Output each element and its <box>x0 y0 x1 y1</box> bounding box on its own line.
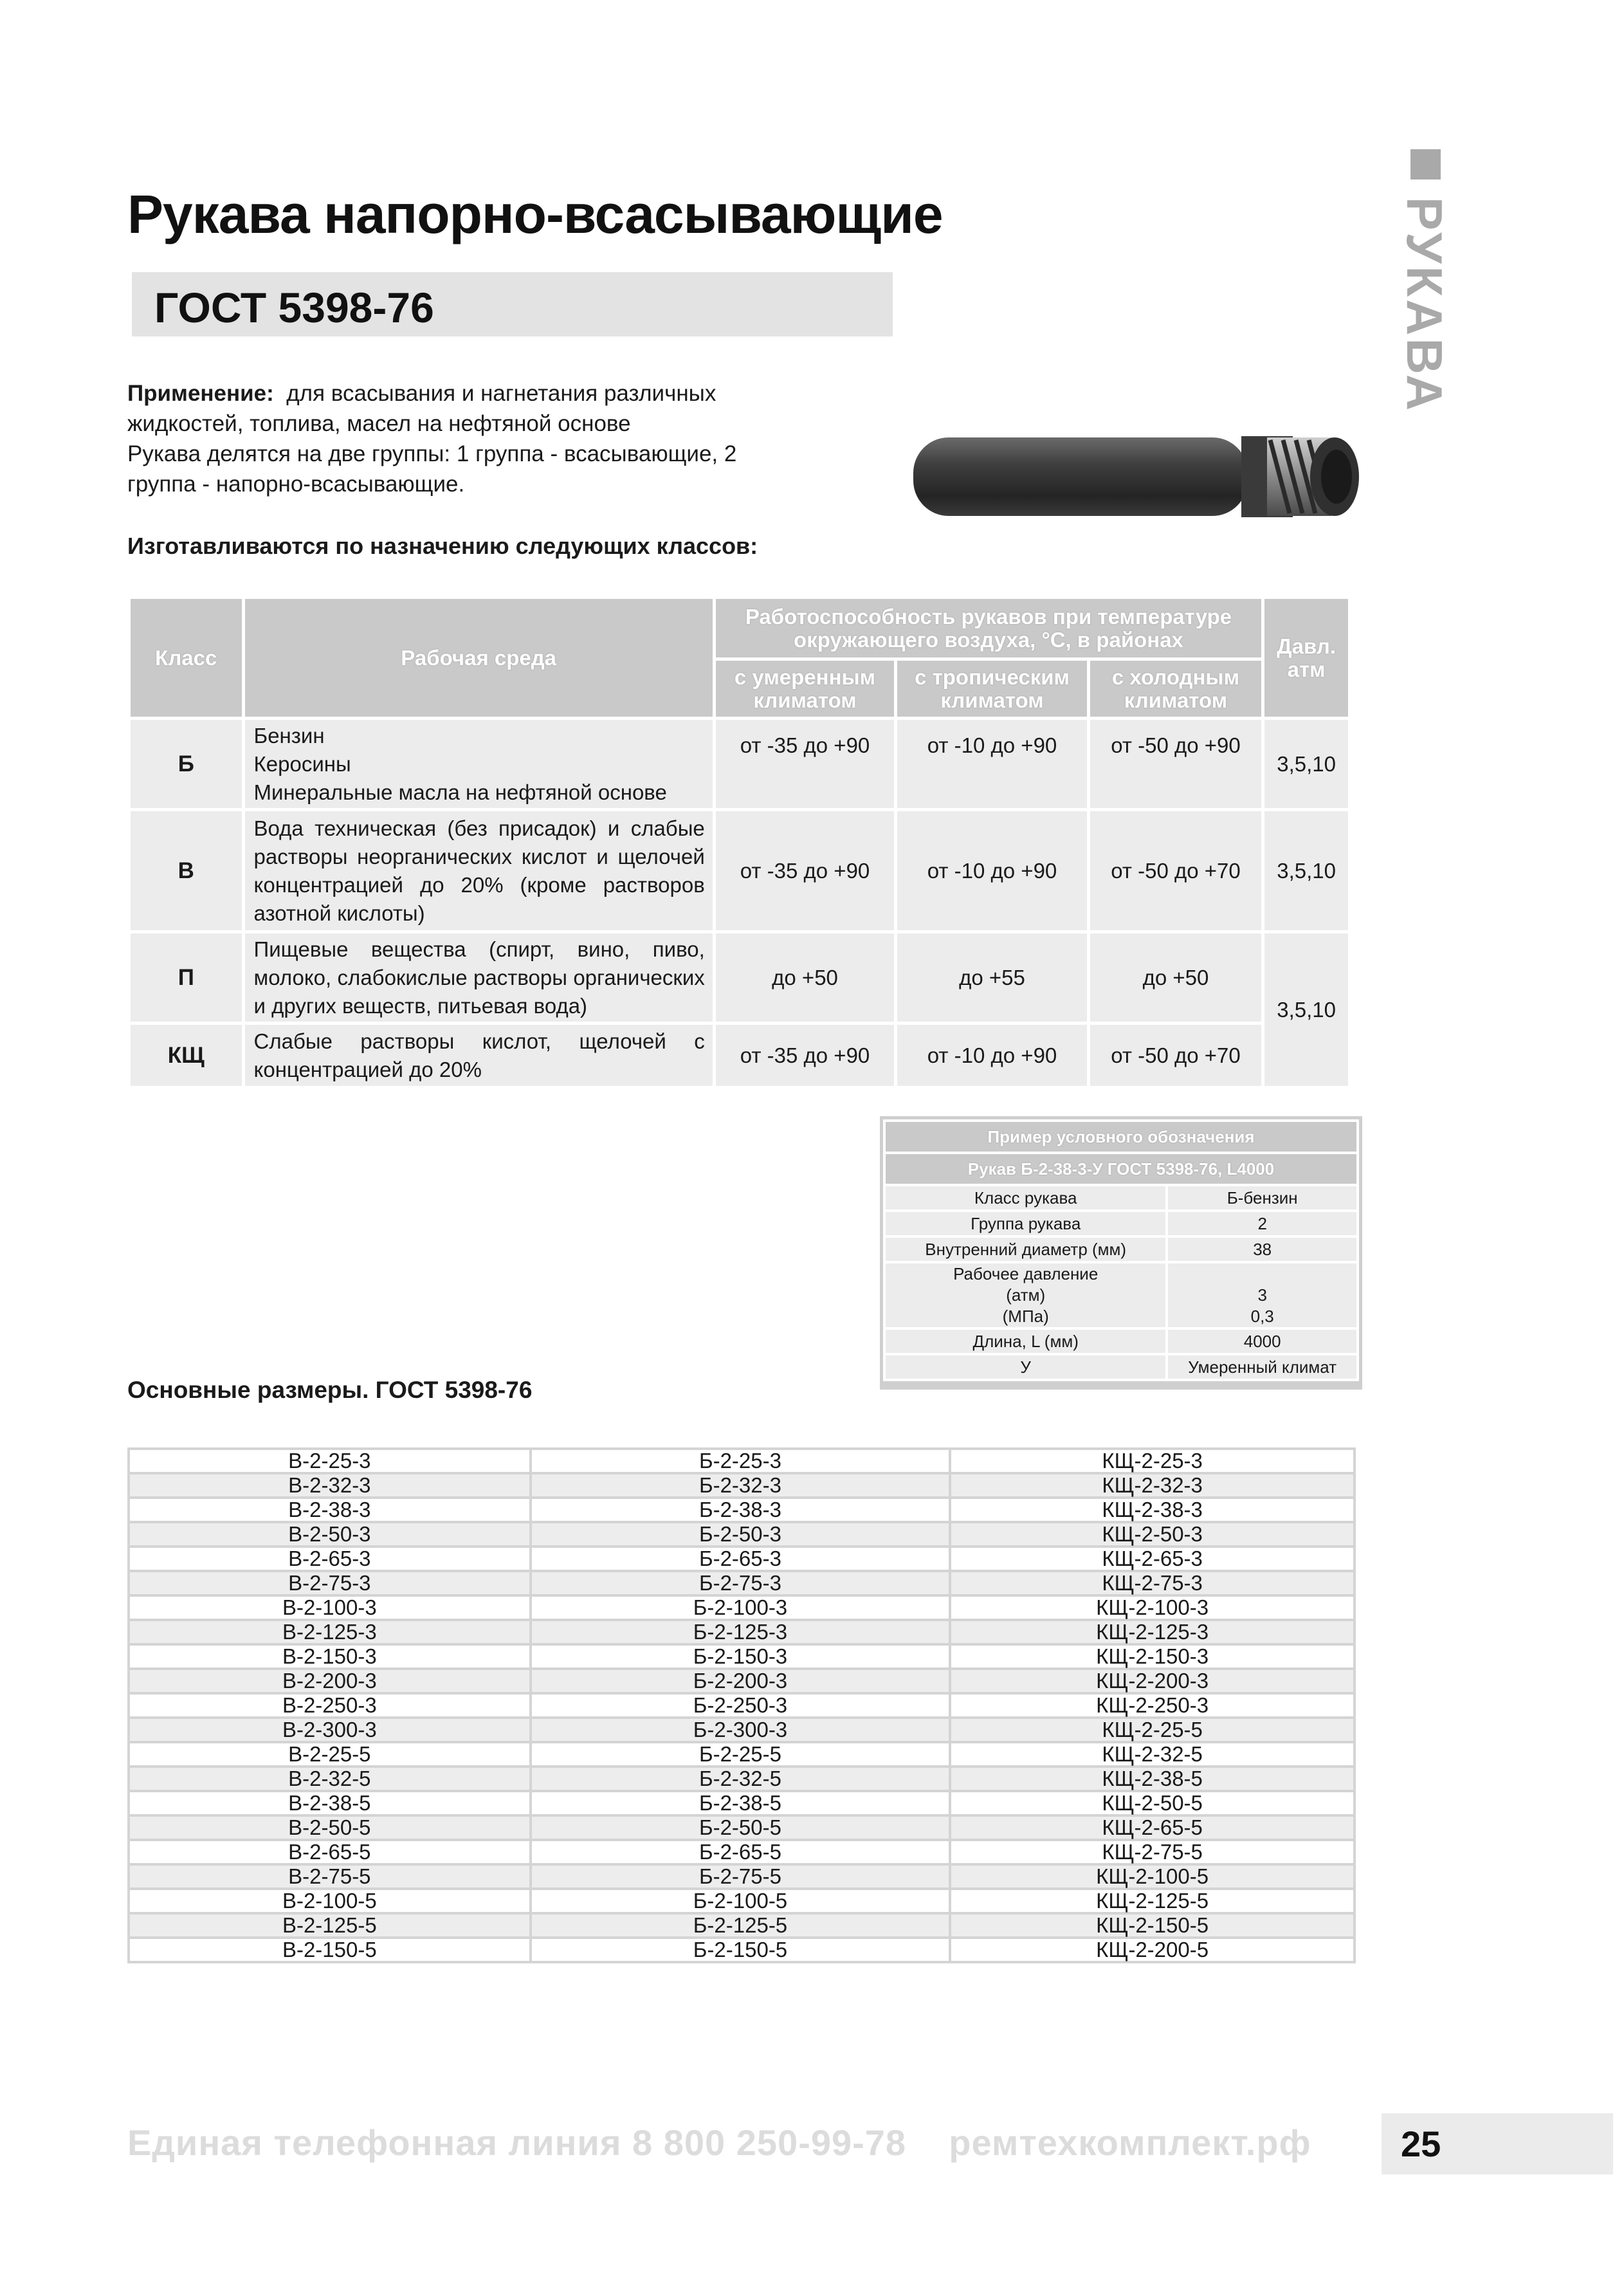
application-line-2: жидкостей, топлива, масел на нефтяной основе <box>127 411 631 436</box>
size-cell: КЩ-2-50-5 <box>950 1791 1355 1815</box>
size-cell: В-2-200-3 <box>129 1669 531 1693</box>
size-cell: В-2-100-3 <box>129 1595 531 1620</box>
size-cell: В-2-125-3 <box>129 1620 531 1644</box>
size-cell: В-2-150-5 <box>129 1938 531 1962</box>
tropical-cell: от -10 до +90 <box>896 1024 1089 1088</box>
sizes-row <box>129 1718 1355 1742</box>
example-value: Б-бензин <box>1167 1185 1358 1211</box>
table-row <box>129 932 1350 1024</box>
classes-table <box>127 596 1351 1089</box>
size-cell: КЩ-2-150-5 <box>950 1913 1355 1938</box>
size-cell: КЩ-2-65-3 <box>950 1547 1355 1571</box>
example-designation: Рукав Б-2-38-3-У ГОСТ 5398-76, L4000 <box>884 1153 1358 1185</box>
size-cell: Б-2-150-5 <box>531 1938 951 1962</box>
example-title: Пример условного обозначения <box>884 1121 1358 1153</box>
cold-cell: от -50 до +70 <box>1088 810 1263 932</box>
moderate-cell: от -35 до +90 <box>714 810 895 932</box>
sizes-row <box>129 1547 1355 1571</box>
example-value: 3 0,3 <box>1167 1262 1358 1328</box>
size-cell: КЩ-2-200-3 <box>950 1669 1355 1693</box>
size-cell: Б-2-65-5 <box>531 1840 951 1864</box>
size-cell: Б-2-25-5 <box>531 1742 951 1767</box>
section-side-tab-label: РУКАВА <box>1396 197 1453 414</box>
example-row <box>884 1262 1358 1328</box>
size-cell: КЩ-2-32-3 <box>950 1473 1355 1498</box>
example-value: 38 <box>1167 1236 1358 1262</box>
size-cell: В-2-50-5 <box>129 1815 531 1840</box>
sizes-row <box>129 1473 1355 1498</box>
table-row <box>129 719 1350 810</box>
sizes-row <box>129 1791 1355 1815</box>
footer-site: ремтехкомплект.рф <box>949 2122 1311 2163</box>
size-cell: В-2-38-3 <box>129 1498 531 1522</box>
size-cell: КЩ-2-250-3 <box>950 1693 1355 1718</box>
size-cell: В-2-32-3 <box>129 1473 531 1498</box>
size-cell: В-2-75-5 <box>129 1864 531 1889</box>
example-row <box>884 1185 1358 1211</box>
application-line-3: Рукава делятся на две группы: 1 группа - всасывающие, 2 <box>127 441 737 466</box>
size-cell: КЩ-2-25-3 <box>950 1449 1355 1473</box>
medium-cell: Бензин Керосины Минеральные масла на нефтяной основе <box>243 719 714 810</box>
size-cell: Б-2-32-3 <box>531 1473 951 1498</box>
application-line-4: группа - напорно-всасывающие. <box>127 472 465 497</box>
sizes-row <box>129 1864 1355 1889</box>
page-title: Рукава напорно-всасывающие <box>127 184 943 244</box>
sizes-row <box>129 1571 1355 1595</box>
size-cell: КЩ-2-75-5 <box>950 1840 1355 1864</box>
cold-cell: до +50 <box>1088 932 1263 1024</box>
size-cell: Б-2-38-5 <box>531 1791 951 1815</box>
example-key: Длина, L (мм) <box>884 1328 1167 1354</box>
size-cell: КЩ-2-200-5 <box>950 1938 1355 1962</box>
class-cell: Б <box>129 719 244 810</box>
example-key: Рабочее давление (атм) (МПа) <box>884 1262 1167 1328</box>
example-value: 2 <box>1167 1211 1358 1236</box>
size-cell: В-2-32-5 <box>129 1767 531 1791</box>
size-cell: КЩ-2-125-5 <box>950 1889 1355 1913</box>
example-key: Группа рукава <box>884 1211 1167 1236</box>
size-cell: В-2-125-5 <box>129 1913 531 1938</box>
size-cell: В-2-75-3 <box>129 1571 531 1595</box>
sizes-row <box>129 1913 1355 1938</box>
moderate-cell: до +50 <box>714 932 895 1024</box>
size-cell: КЩ-2-125-3 <box>950 1620 1355 1644</box>
header-tropical: с тропическим климатом <box>896 659 1089 719</box>
medium-cell: Пищевые вещества (спирт, вино, пиво, молоко, слабокислые растворы органических и других веществ, питьевая вода) <box>243 932 714 1024</box>
size-cell: Б-2-200-3 <box>531 1669 951 1693</box>
example-key: Внутренний диаметр (мм) <box>884 1236 1167 1262</box>
example-row <box>884 1236 1358 1262</box>
classes-heading: Изготавливаются по назначению следующих классов: <box>127 533 758 559</box>
sizes-row <box>129 1815 1355 1840</box>
moderate-cell: от -35 до +90 <box>714 1024 895 1088</box>
class-cell: П <box>129 932 244 1024</box>
size-cell: КЩ-2-38-5 <box>950 1767 1355 1791</box>
application-text <box>127 378 867 499</box>
footer-contacts <box>127 2122 1311 2163</box>
tropical-cell: до +55 <box>896 932 1089 1024</box>
sizes-row <box>129 1693 1355 1718</box>
table-row <box>129 1024 1350 1088</box>
sizes-row <box>129 1620 1355 1644</box>
size-cell: Б-2-32-5 <box>531 1767 951 1791</box>
header-moderate: с умеренным климатом <box>714 659 895 719</box>
cold-cell: от -50 до +70 <box>1088 1024 1263 1088</box>
sizes-row <box>129 1669 1355 1693</box>
application-line-1: для всасывания и нагнетания различных <box>286 381 716 406</box>
size-cell: Б-2-65-3 <box>531 1547 951 1571</box>
header-medium: Рабочая среда <box>243 598 714 719</box>
size-cell: КЩ-2-32-5 <box>950 1742 1355 1767</box>
header-class: Класс <box>129 598 244 719</box>
size-cell: В-2-50-3 <box>129 1522 531 1547</box>
size-cell: Б-2-150-3 <box>531 1644 951 1669</box>
pressure-cell: 3,5,10 <box>1263 932 1350 1088</box>
size-cell: Б-2-75-5 <box>531 1864 951 1889</box>
size-cell: В-2-25-3 <box>129 1449 531 1473</box>
size-cell: КЩ-2-25-5 <box>950 1718 1355 1742</box>
size-cell: В-2-25-5 <box>129 1742 531 1767</box>
gost-label: ГОСТ 5398-76 <box>154 284 434 331</box>
size-cell: КЩ-2-100-3 <box>950 1595 1355 1620</box>
size-cell: В-2-65-5 <box>129 1840 531 1864</box>
pressure-cell: 3,5,10 <box>1263 719 1350 810</box>
size-cell: Б-2-300-3 <box>531 1718 951 1742</box>
class-cell: В <box>129 810 244 932</box>
size-cell: Б-2-38-3 <box>531 1498 951 1522</box>
size-cell: Б-2-125-3 <box>531 1620 951 1644</box>
section-side-tab <box>1383 197 1463 414</box>
sizes-row <box>129 1840 1355 1864</box>
example-value: 4000 <box>1167 1328 1358 1354</box>
header-cold: с холодным климатом <box>1088 659 1263 719</box>
section-marker-square <box>1410 149 1441 179</box>
class-cell: КЩ <box>129 1024 244 1088</box>
sizes-row <box>129 1449 1355 1473</box>
example-key: У <box>884 1354 1167 1380</box>
sizes-row <box>129 1595 1355 1620</box>
size-cell: КЩ-2-50-3 <box>950 1522 1355 1547</box>
size-cell: Б-2-75-3 <box>531 1571 951 1595</box>
size-cell: Б-2-50-5 <box>531 1815 951 1840</box>
tropical-cell: от -10 до +90 <box>896 719 1089 810</box>
sizes-row <box>129 1889 1355 1913</box>
size-cell: Б-2-250-3 <box>531 1693 951 1718</box>
moderate-cell: от -35 до +90 <box>714 719 895 810</box>
size-cell: В-2-65-3 <box>129 1547 531 1571</box>
size-cell: Б-2-50-3 <box>531 1522 951 1547</box>
footer-phone: Единая телефонная линия 8 800 250-99-78 <box>127 2122 907 2163</box>
size-cell: КЩ-2-75-3 <box>950 1571 1355 1595</box>
example-key: Класс рукава <box>884 1185 1167 1211</box>
cold-cell: от -50 до +90 <box>1088 719 1263 810</box>
example-table <box>883 1119 1359 1381</box>
sizes-row <box>129 1938 1355 1962</box>
size-cell: В-2-300-3 <box>129 1718 531 1742</box>
size-cell: В-2-100-5 <box>129 1889 531 1913</box>
size-cell: КЩ-2-150-3 <box>950 1644 1355 1669</box>
size-cell: КЩ-2-65-5 <box>950 1815 1355 1840</box>
size-cell: Б-2-25-3 <box>531 1449 951 1473</box>
size-cell: КЩ-2-38-3 <box>950 1498 1355 1522</box>
size-cell: КЩ-2-100-5 <box>950 1864 1355 1889</box>
size-cell: Б-2-100-3 <box>531 1595 951 1620</box>
sizes-row <box>129 1498 1355 1522</box>
sizes-row <box>129 1644 1355 1669</box>
size-cell: В-2-150-3 <box>129 1644 531 1669</box>
example-value: Умеренный климат <box>1167 1354 1358 1380</box>
example-row <box>884 1328 1358 1354</box>
medium-cell: Слабые растворы кислот, щелочей с концентрацией до 20% <box>243 1024 714 1088</box>
sizes-row <box>129 1742 1355 1767</box>
hose-image <box>907 418 1364 528</box>
size-cell: Б-2-125-5 <box>531 1913 951 1938</box>
page-number: 25 <box>1401 2124 1441 2164</box>
header-pressure: Давл. атм <box>1263 598 1350 719</box>
sizes-heading: Основные размеры. ГОСТ 5398-76 <box>127 1377 533 1403</box>
size-cell: В-2-38-5 <box>129 1791 531 1815</box>
medium-cell: Вода техническая (без присадок) и слабые растворы неорганических кислот и щелочей концентрацией до 20% (кроме растворов азотной кислоты) <box>243 810 714 932</box>
example-row <box>884 1354 1358 1380</box>
sizes-row <box>129 1767 1355 1791</box>
size-cell: Б-2-100-5 <box>531 1889 951 1913</box>
example-row <box>884 1211 1358 1236</box>
sizes-row <box>129 1522 1355 1547</box>
table-row <box>129 810 1350 932</box>
pressure-cell: 3,5,10 <box>1263 810 1350 932</box>
size-cell: В-2-250-3 <box>129 1693 531 1718</box>
tropical-cell: от -10 до +90 <box>896 810 1089 932</box>
header-performance: Работоспособность рукавов при температуре окружающего воздуха, °С, в районах <box>714 598 1263 659</box>
sizes-table <box>127 1447 1356 1963</box>
application-label: Применение: <box>127 381 274 406</box>
